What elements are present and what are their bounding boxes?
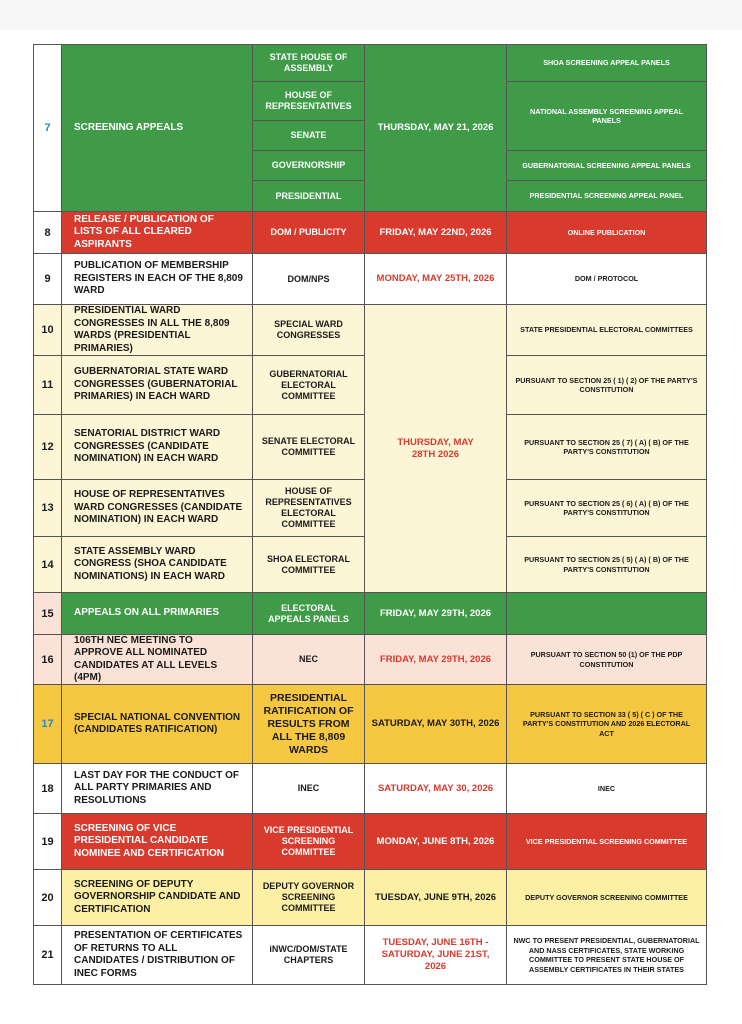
remark-cell: ONLINE PUBLICATION <box>506 211 707 254</box>
activity-cell: 106TH NEC MEETING TO APPROVE ALL NOMINATED CANDIDATES AT ALL LEVELS (4PM) <box>61 634 253 685</box>
row-number: 19 <box>33 813 62 870</box>
page-top-band <box>0 0 742 30</box>
activity-cell: APPEALS ON ALL PRIMARIES <box>61 592 253 635</box>
responsible-body-cell: PRESIDENTIAL <box>252 180 365 212</box>
activity-cell: SCREENING APPEALS <box>61 44 253 212</box>
responsible-body-cell: HOUSE OF REPRESENTATIVES <box>252 81 365 121</box>
responsible-body-cell: SENATE ELECTORAL COMMITTEE <box>252 414 365 480</box>
activity-cell: SPECIAL NATIONAL CONVENTION (CANDIDATES RATIFICATION) <box>61 684 253 764</box>
responsible-body-cell: VICE PRESIDENTIAL SCREENING COMMITTEE <box>252 813 365 870</box>
responsible-body-cell: SHOA ELECTORAL COMMITTEE <box>252 536 365 593</box>
row-number: 13 <box>33 479 62 537</box>
remark-cell: INEC <box>506 763 707 814</box>
remark-cell: DEPUTY GOVERNOR SCREENING COMMITTEE <box>506 869 707 926</box>
row-number: 10 <box>33 304 62 356</box>
responsible-body-cell: DEPUTY GOVERNOR SCREENING COMMITTEE <box>252 869 365 926</box>
remark-cell: PURSUANT TO SECTION 50 (1) OF THE PDP CONSTITUTION <box>506 634 707 685</box>
remark-cell: STATE PRESIDENTIAL ELECTORAL COMMITTEES <box>506 304 707 356</box>
responsible-body-cell: DOM/NPS <box>252 253 365 305</box>
remark-cell: PRESIDENTIAL SCREENING APPEAL PANEL <box>506 180 707 212</box>
merged-date-cell: THURSDAY, MAY 28TH 2026 <box>364 304 507 593</box>
remark-cell: NWC TO PRESENT PRESIDENTIAL, GUBERNATORIAL AND NASS CERTIFICATES, STATE WORKING COMMITTEE TO PRESENT STATE HOUSE OF ASSEMBLY CERTIFICATES IN THEIR STATES <box>506 925 707 985</box>
responsible-body-cell: SENATE <box>252 120 365 151</box>
activity-cell: PUBLICATION OF MEMBERSHIP REGISTERS IN EACH OF THE 8,809 WARD <box>61 253 253 305</box>
activity-cell: PRESENTATION OF CERTIFICATES OF RETURNS TO ALL CANDIDATES / DISTRIBUTION OF INEC FORMS <box>61 925 253 985</box>
date-cell: MONDAY, MAY 25TH, 2026 <box>364 253 507 305</box>
remark-cell: PURSUANT TO SECTION 25 ( 6) ( A) ( B) OF THE PARTY'S CONSTITUTION <box>506 479 707 537</box>
row-number: 18 <box>33 763 62 814</box>
activity-cell: LAST DAY FOR THE CONDUCT OF ALL PARTY PRIMARIES AND RESOLUTIONS <box>61 763 253 814</box>
remark-cell: NATIONAL ASSEMBLY SCREENING APPEAL PANELS <box>506 81 707 151</box>
row-number: 12 <box>33 414 62 480</box>
date-cell: TUESDAY, JUNE 16TH - SATURDAY, JUNE 21ST, 2026 <box>364 925 507 985</box>
date-cell: FRIDAY, MAY 22ND, 2026 <box>364 211 507 254</box>
responsible-body-cell: DOM / PUBLICITY <box>252 211 365 254</box>
date-cell: THURSDAY, MAY 21, 2026 <box>364 44 507 212</box>
activity-cell: RELEASE / PUBLICATION OF LISTS OF ALL CLEARED ASPIRANTS <box>61 211 253 254</box>
activity-cell: STATE ASSEMBLY WARD CONGRESS (SHOA CANDIDATE NOMINATIONS) IN EACH WARD <box>61 536 253 593</box>
remark-cell: PURSUANT TO SECTION 25 ( 5) ( A) ( B) OF THE PARTY'S CONSTITUTION <box>506 536 707 593</box>
remark-cell: DOM / PROTOCOL <box>506 253 707 305</box>
date-cell: SATURDAY, MAY 30TH, 2026 <box>364 684 507 764</box>
remark-cell: PURSUANT TO SECTION 33 ( 5) ( C ) OF THE PARTY'S CONSTITUTION AND 2026 ELECTORAL ACT <box>506 684 707 764</box>
row-number: 15 <box>33 592 62 635</box>
row-number: 11 <box>33 355 62 415</box>
remark-cell: SHOA SCREENING APPEAL PANELS <box>506 44 707 82</box>
activity-cell: SCREENING OF VICE PRESIDENTIAL CANDIDATE NOMINEE AND CERTIFICATION <box>61 813 253 870</box>
row-number: 17 <box>33 684 62 764</box>
responsible-body-cell: SPECIAL WARD CONGRESSES <box>252 304 365 356</box>
responsible-body-cell: INEC <box>252 763 365 814</box>
responsible-body-cell: HOUSE OF REPRESENTATIVES ELECTORAL COMMITTEE <box>252 479 365 537</box>
date-cell: FRIDAY, MAY 29TH, 2026 <box>364 634 507 685</box>
row-number: 21 <box>33 925 62 985</box>
activity-cell: GUBERNATORIAL STATE WARD CONGRESSES (GUBERNATORIAL PRIMARIES) IN EACH WARD <box>61 355 253 415</box>
responsible-body-cell: ELECTORAL APPEALS PANELS <box>252 592 365 635</box>
remark-cell: PURSUANT TO SECTION 25 ( 1) ( 2) OF THE PARTY'S CONSTITUTION <box>506 355 707 415</box>
activity-cell: SCREENING OF DEPUTY GOVERNORSHIP CANDIDATE AND CERTIFICATION <box>61 869 253 926</box>
remark-cell: PURSUANT TO SECTION 25 ( 7) ( A) ( B) OF THE PARTY'S CONSTITUTION <box>506 414 707 480</box>
row-number: 20 <box>33 869 62 926</box>
row-number: 8 <box>33 211 62 254</box>
remark-cell: VICE PRESIDENTIAL SCREENING COMMITTEE <box>506 813 707 870</box>
activity-cell: SENATORIAL DISTRICT WARD CONGRESSES (CANDIDATE NOMINATION) IN EACH WARD <box>61 414 253 480</box>
date-cell: SATURDAY, MAY 30, 2026 <box>364 763 507 814</box>
responsible-body-cell: iNWC/DOM/STATE CHAPTERS <box>252 925 365 985</box>
row-number: 9 <box>33 253 62 305</box>
responsible-body-cell: GOVERNORSHIP <box>252 150 365 181</box>
activity-cell: HOUSE OF REPRESENTATIVES WARD CONGRESSES (CANDIDATE NOMINATION) IN EACH WARD <box>61 479 253 537</box>
responsible-body-cell: STATE HOUSE OF ASSEMBLY <box>252 44 365 82</box>
remark-cell <box>506 592 707 635</box>
date-cell: TUESDAY, JUNE 9TH, 2026 <box>364 869 507 926</box>
timetable <box>33 44 707 985</box>
date-cell: MONDAY, JUNE 8TH, 2026 <box>364 813 507 870</box>
date-cell: FRIDAY, MAY 29TH, 2026 <box>364 592 507 635</box>
responsible-body-cell: PRESIDENTIAL RATIFICATION OF RESULTS FROM ALL THE 8,809 WARDS <box>252 684 365 764</box>
responsible-body-cell: GUBERNATORIAL ELECTORAL COMMITTEE <box>252 355 365 415</box>
row-number: 7 <box>33 44 62 212</box>
row-number: 14 <box>33 536 62 593</box>
responsible-body-cell: NEC <box>252 634 365 685</box>
row-number: 16 <box>33 634 62 685</box>
remark-cell: GUBERNATORIAL SCREENING APPEAL PANELS <box>506 150 707 181</box>
activity-cell: PRESIDENTIAL WARD CONGRESSES IN ALL THE 8,809 WARDS (PRESIDENTIAL PRIMARIES) <box>61 304 253 356</box>
